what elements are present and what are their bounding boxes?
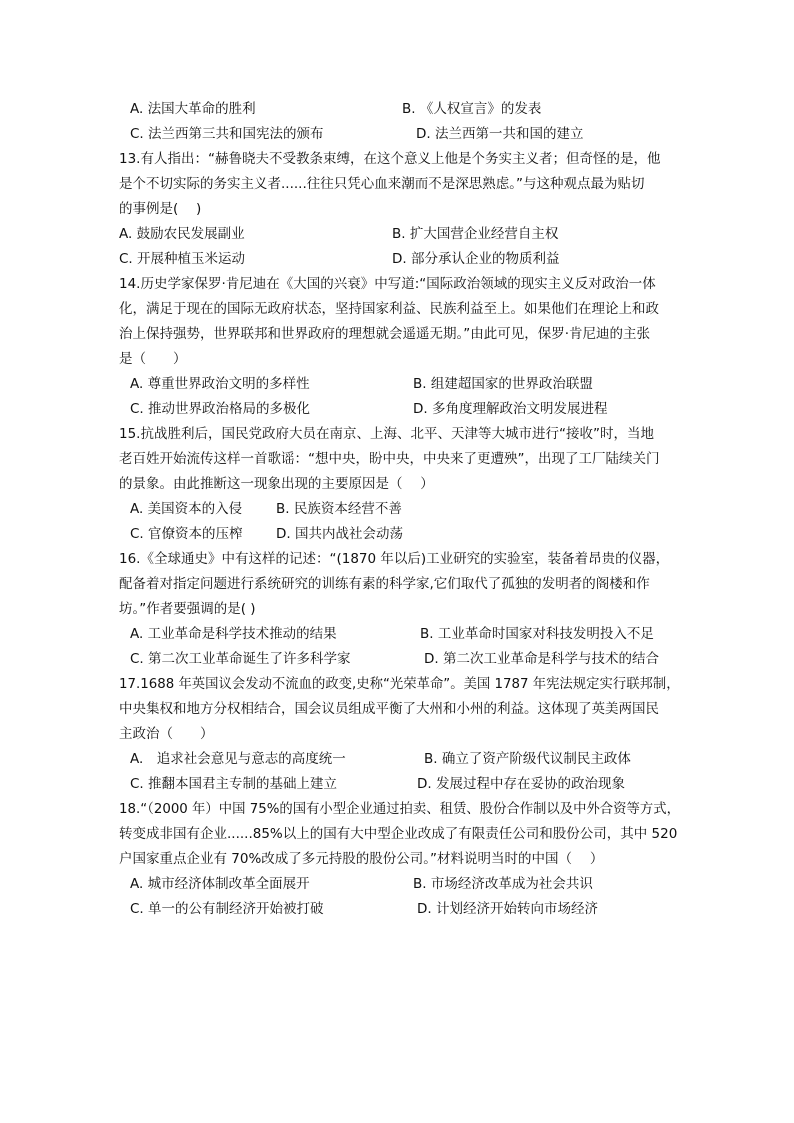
- q15-option-b[interactable]: B. 民族资本经营不善: [276, 501, 402, 517]
- q18-stem-line-1: 18.“（2000 年）中国 75%的国有小型企业通过拍卖、租赁、股份合作制以及中外合资等方式，: [119, 801, 680, 817]
- q13-option-d[interactable]: D. 部分承认企业的物质利益: [392, 251, 560, 267]
- q16-option-a[interactable]: A. 工业革命是科学技术推动的结果: [130, 626, 337, 642]
- q14-stem-line-4: 是（ ）: [119, 351, 187, 367]
- q13-stem-line-2: 是个不切实际的务实主义者......往往只凭心血来潮而不是深思熟虑。”与这种观点最为贴切: [119, 176, 645, 192]
- q18-option-c[interactable]: C. 单一的公有制经济开始被打破: [130, 901, 324, 917]
- q16-stem-line-2: 配备着对指定问题进行系统研究的训练有素的科学家,它们取代了孤独的发明者的阁楼和作: [119, 576, 650, 592]
- q12-option-c[interactable]: C. 法兰西第三共和国宪法的颁布: [130, 126, 324, 142]
- q12-option-d[interactable]: D. 法兰西第一共和国的建立: [416, 126, 584, 142]
- q15-option-a[interactable]: A. 美国资本的入侵: [130, 501, 243, 517]
- q17-option-a[interactable]: A. 追求社会意见与意志的高度统一: [130, 751, 346, 767]
- q13-option-a[interactable]: A. 鼓励农民发展副业: [119, 226, 245, 242]
- q17-option-c[interactable]: C. 推翻本国君主专制的基础上建立: [130, 776, 338, 792]
- q16-stem-line-1: 16.《全球通史》中有这样的记述：“(1870 年以后)工业研究的实验室，装备着昂贵的仪器，: [119, 551, 670, 567]
- q18-option-a[interactable]: A. 城市经济体制改革全面展开: [130, 876, 310, 892]
- q17-stem-line-2: 中央集权和地方分权相结合，国会议员组成平衡了大州和小州的利益。这体现了英美两国民: [119, 701, 659, 717]
- q15-option-d[interactable]: D. 国共内战社会动荡: [276, 526, 403, 542]
- q18-stem-line-2: 转变成非国有企业......85%以上的国有大中型企业改成了有限责任公司和股份公司，其中 520: [119, 826, 678, 842]
- q15-stem-line-1: 15.抗战胜利后，国民党政府大员在南京、上海、北平、天津等大城市进行“接收”时，当地: [119, 426, 654, 442]
- q18-stem-line-3: 户国家重点企业有 70%改成了多元持股的股份公司。”材料说明当时的中国（ ）: [119, 851, 604, 867]
- q13-option-b[interactable]: B. 扩大国营企业经营自主权: [392, 226, 559, 242]
- q13-option-c[interactable]: C. 开展种植玉米运动: [119, 251, 246, 267]
- q14-stem-line-3: 治上保持强势，世界联邦和世界政府的理想就会遥遥无期。”由此可见，保罗·肯尼迪的主张: [119, 326, 651, 342]
- q16-option-c[interactable]: C. 第二次工业革命诞生了许多科学家: [130, 651, 351, 667]
- q15-stem-line-3: 的景象。由此推断这一现象出现的主要原因是（ ）: [119, 476, 434, 492]
- q14-stem-line-1: 14.历史学家保罗·肯尼迪在《大国的兴衰》中写道:“国际政治领域的现实主义反对政治一体: [119, 276, 656, 292]
- q17-stem-line-3: 主政治（ ）: [119, 726, 214, 742]
- q15-option-c[interactable]: C. 官僚资本的压榨: [130, 526, 243, 542]
- q15-stem-line-2: 老百姓开始流传这样一首歌谣：“想中央，盼中央，中央来了更遭殃”，出现了工厂陆续关门: [119, 451, 660, 467]
- q13-stem-line-1: 13.有人指出：“赫鲁晓夫不受教条束缚，在这个意义上他是个务实主义者；但奇怪的是，他: [119, 151, 661, 167]
- q18-option-b[interactable]: B. 市场经济改革成为社会共识: [413, 876, 593, 892]
- q14-stem-line-2: 化，满足于现在的国际无政府状态，坚持国家利益、民族利益至上。如果他们在理论上和政: [119, 301, 659, 317]
- q17-option-b[interactable]: B. 确立了资产阶级代议制民主政体: [424, 751, 631, 767]
- q13-stem-line-3: 的事例是( ): [119, 201, 202, 217]
- q17-option-d[interactable]: D. 发展过程中存在妥协的政治现象: [417, 776, 625, 792]
- q14-option-d[interactable]: D. 多角度理解政治文明发展进程: [413, 401, 608, 417]
- q12-option-b[interactable]: B. 《人权宣言》的发表: [402, 101, 542, 117]
- q16-option-d[interactable]: D. 第二次工业革命是科学与技术的结合: [424, 651, 659, 667]
- q16-option-b[interactable]: B. 工业革命时国家对科技发明投入不足: [420, 626, 654, 642]
- q14-option-c[interactable]: C. 推动世界政治格局的多极化: [130, 401, 311, 417]
- q14-option-b[interactable]: B. 组建超国家的世界政治联盟: [413, 376, 593, 392]
- q18-option-d[interactable]: D. 计划经济开始转向市场经济: [417, 901, 598, 917]
- q16-stem-line-3: 坊。”作者要强调的是( ): [119, 601, 256, 617]
- q14-option-a[interactable]: A. 尊重世界政治文明的多样性: [130, 376, 310, 392]
- q17-stem-line-1: 17.1688 年英国议会发动不流血的政变,史称“光荣革命”。美国 1787 年宪法规定实行联邦制，: [119, 676, 680, 692]
- q12-option-a[interactable]: A. 法国大革命的胜利: [130, 101, 256, 117]
